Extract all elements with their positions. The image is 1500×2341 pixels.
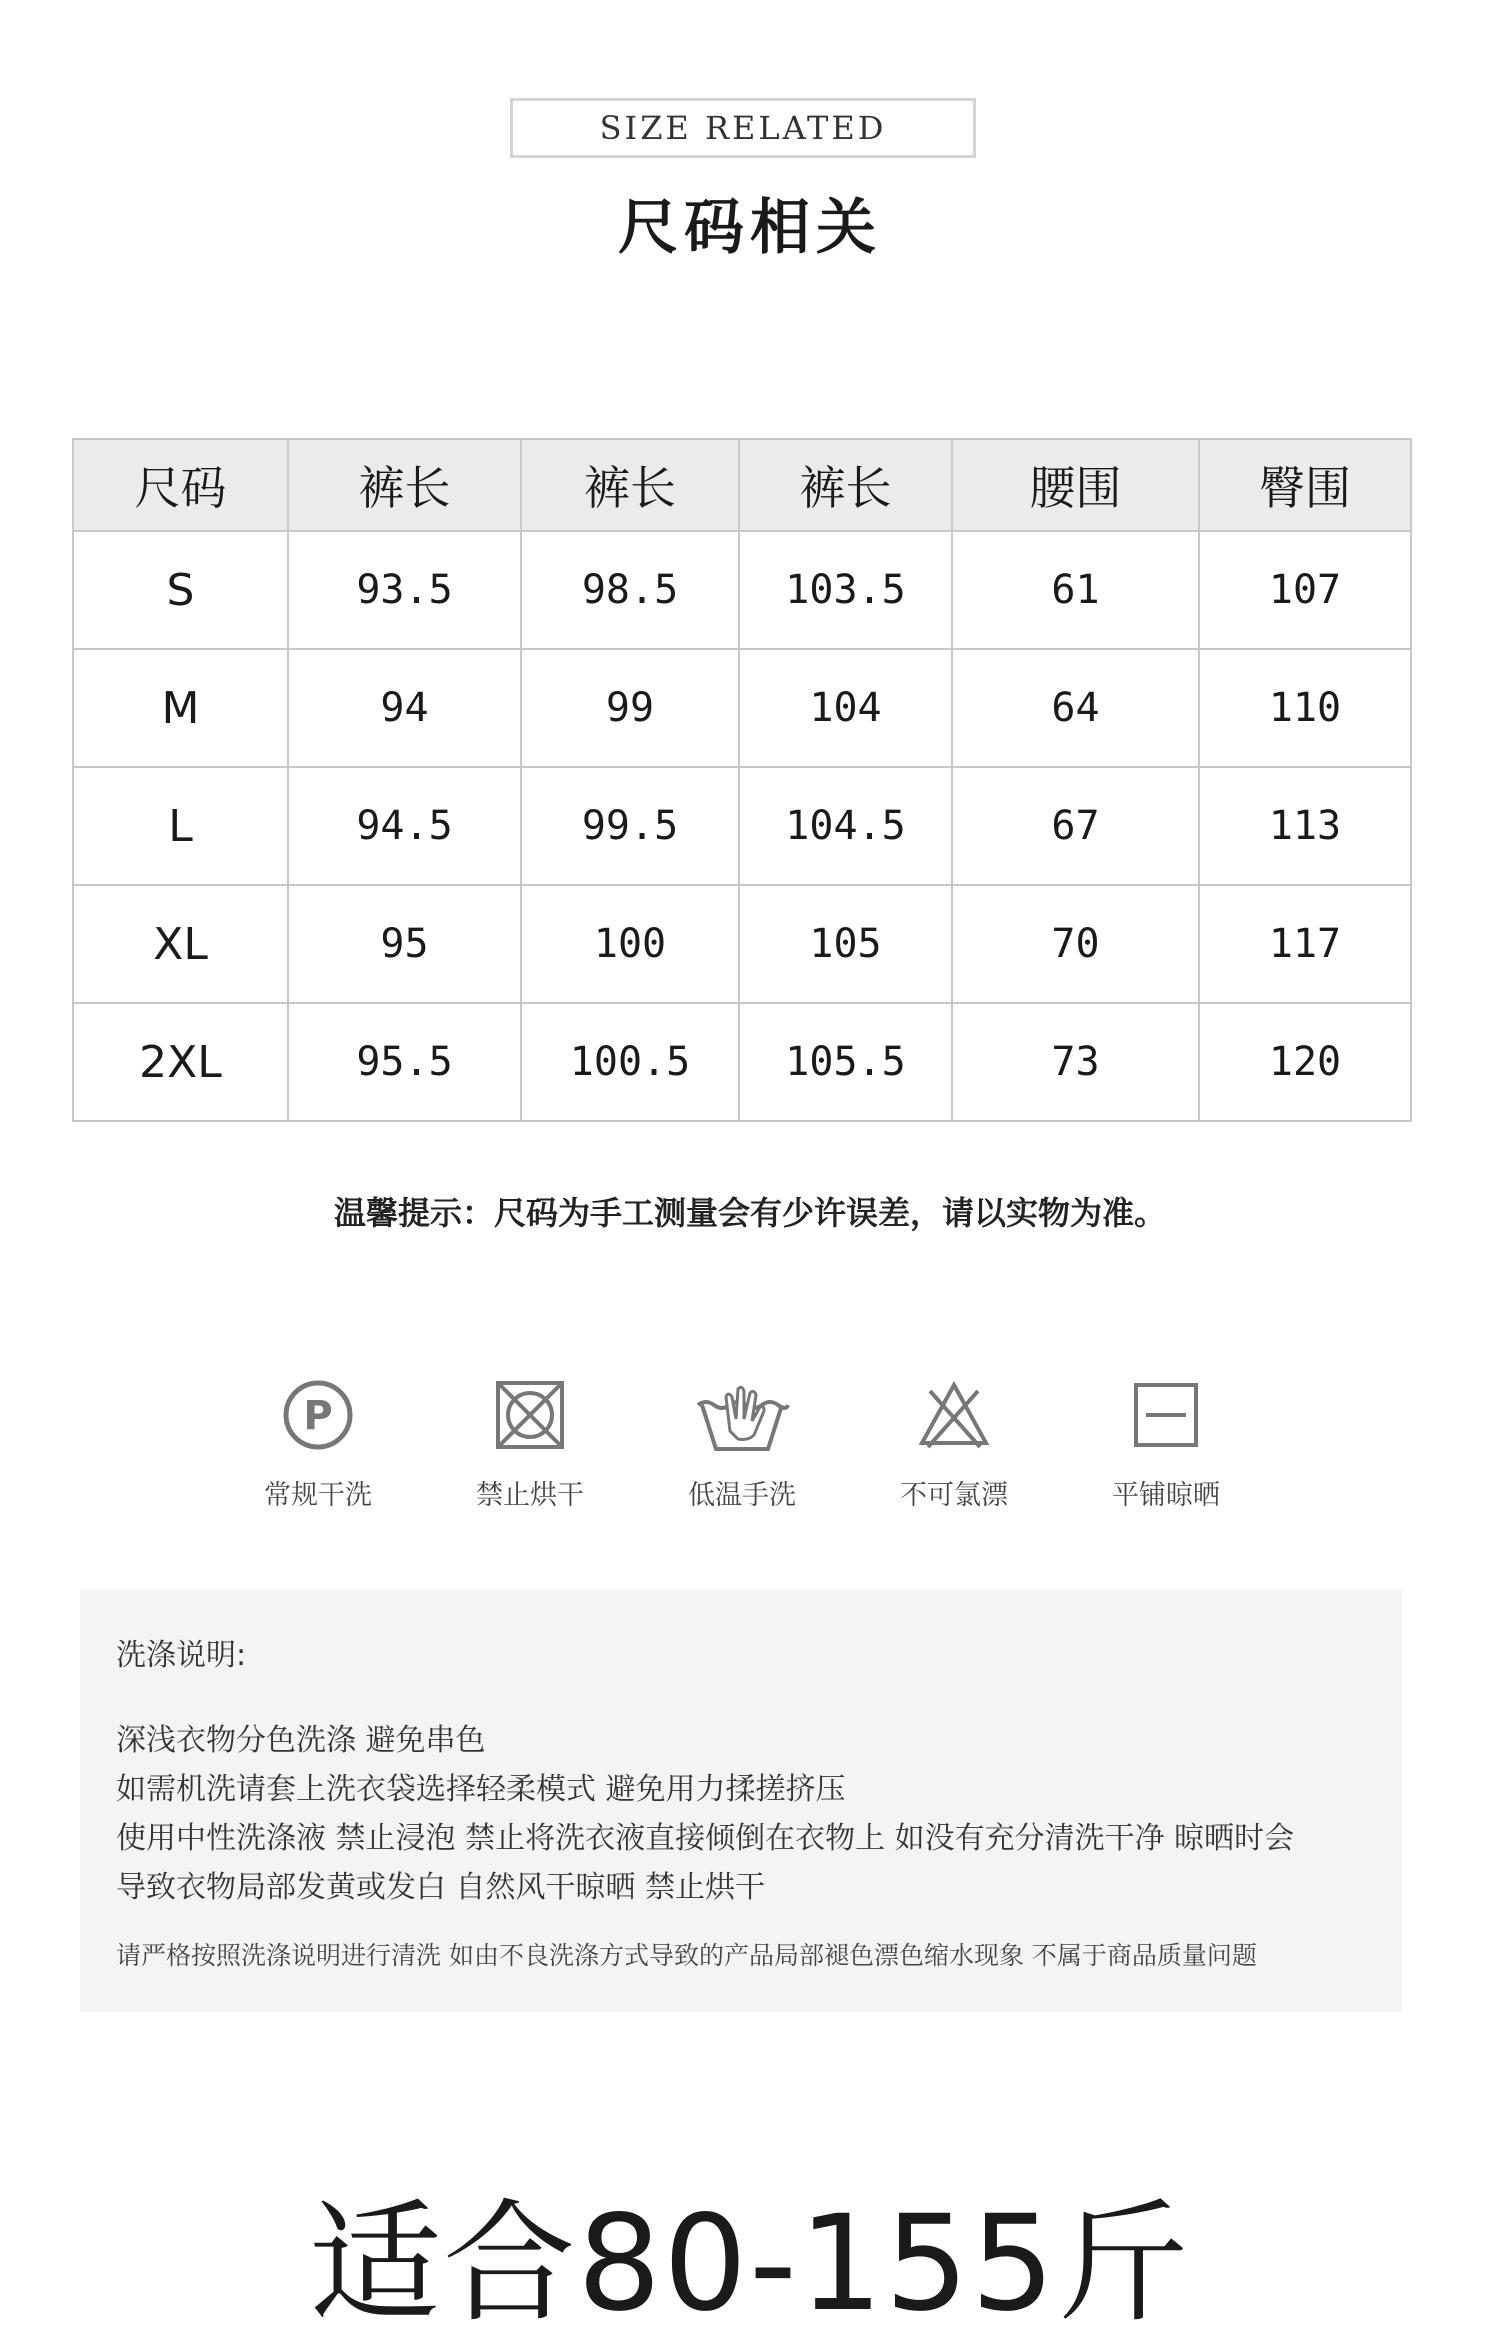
- care-item-no-tumble-dry: [440, 1375, 620, 1512]
- no-bleach-icon: [914, 1375, 994, 1455]
- care-item-dry-flat: [1076, 1375, 1256, 1512]
- table-cell: 64: [952, 649, 1199, 767]
- table-row: [73, 649, 1411, 767]
- care-label: 常规干洗: [264, 1480, 372, 1511]
- table-cell: 61: [952, 531, 1199, 649]
- dry-flat-icon: [1126, 1375, 1206, 1455]
- size-table-header-row: [73, 439, 1411, 531]
- table-cell: 94.5: [288, 767, 521, 885]
- table-cell-size: 2XL: [73, 1003, 288, 1121]
- table-cell: 110: [1199, 649, 1411, 767]
- table-cell: 73: [952, 1003, 1199, 1121]
- care-item-no-bleach: [864, 1375, 1044, 1512]
- table-cell: 105: [739, 885, 952, 1003]
- size-notice: 温馨提示：尺码为手工测量会有少许误差，请以实物为准。: [333, 1194, 1166, 1232]
- wash-line: 深浅衣物分色洗涤 避免串色: [116, 1723, 486, 1758]
- care-label: 不可氯漂: [900, 1480, 1008, 1511]
- table-cell: 67: [952, 767, 1199, 885]
- care-label: 禁止烘干: [476, 1480, 584, 1511]
- care-item-hand-wash: [652, 1375, 832, 1512]
- table-cell: 95: [288, 885, 521, 1003]
- table-cell: 93.5: [288, 531, 521, 649]
- table-cell: 105.5: [739, 1003, 952, 1121]
- table-cell: 107: [1199, 531, 1411, 649]
- svg-text:P: P: [303, 1393, 333, 1439]
- table-cell: 98.5: [521, 531, 739, 649]
- page-title: 尺码相关: [618, 193, 882, 263]
- header-length-3: 裤长: [739, 439, 952, 531]
- header-length-1: 裤长: [288, 439, 521, 531]
- table-row: [73, 531, 1411, 649]
- fit-weight-banner: 适合80-155斤: [309, 2187, 1191, 2341]
- header-hip: 臀围: [1199, 439, 1411, 531]
- table-cell-size: S: [73, 531, 288, 649]
- care-icons-row: [228, 1375, 1278, 1535]
- table-cell: 117: [1199, 885, 1411, 1003]
- table-cell: 104.5: [739, 767, 952, 885]
- table-cell: 70: [952, 885, 1199, 1003]
- header-waist: 腰围: [952, 439, 1199, 531]
- table-cell-size: L: [73, 767, 288, 885]
- table-cell: 120: [1199, 1003, 1411, 1121]
- header-size: 尺码: [73, 439, 288, 531]
- section-subtitle-box: [510, 98, 976, 158]
- table-cell: 94: [288, 649, 521, 767]
- table-cell-size: M: [73, 649, 288, 767]
- table-cell: 113: [1199, 767, 1411, 885]
- table-row: [73, 767, 1411, 885]
- table-row: [73, 885, 1411, 1003]
- wash-line: 导致衣物局部发黄或发白 自然风干晾晒 禁止烘干: [116, 1870, 766, 1905]
- header-length-2: 裤长: [521, 439, 739, 531]
- section-subtitle-en: SIZE RELATED: [599, 109, 887, 147]
- table-cell: 103.5: [739, 531, 952, 649]
- wash-title: 洗涤说明:: [116, 1638, 247, 1673]
- table-cell: 100.5: [521, 1003, 739, 1121]
- hand-wash-icon: [692, 1375, 792, 1455]
- table-cell: 99: [521, 649, 739, 767]
- care-item-dry-clean: [228, 1375, 408, 1512]
- table-cell: 100: [521, 885, 739, 1003]
- no-tumble-dry-icon: [490, 1375, 570, 1455]
- table-cell: 104: [739, 649, 952, 767]
- care-label: 低温手洗: [688, 1480, 796, 1511]
- table-row: [73, 1003, 1411, 1121]
- wash-line: 使用中性洗涤液 禁止浸泡 禁止将洗衣液直接倾倒在衣物上 如没有充分清洗干净 晾晒时会: [116, 1821, 1295, 1856]
- table-cell: 95.5: [288, 1003, 521, 1121]
- size-table: [72, 438, 1412, 1122]
- wash-footer-note: 请严格按照洗涤说明进行清洗 如由不良洗涤方式导致的产品局部褪色漂色缩水现象 不属于商品质量问题: [116, 1941, 1257, 1970]
- care-label: 平铺晾晒: [1112, 1480, 1220, 1511]
- table-cell: 99.5: [521, 767, 739, 885]
- dry-clean-p-icon: [278, 1375, 358, 1455]
- table-cell-size: XL: [73, 885, 288, 1003]
- wash-instructions-panel: [80, 1590, 1402, 2012]
- wash-line: 如需机洗请套上洗衣袋选择轻柔模式 避免用力揉搓挤压: [116, 1772, 846, 1807]
